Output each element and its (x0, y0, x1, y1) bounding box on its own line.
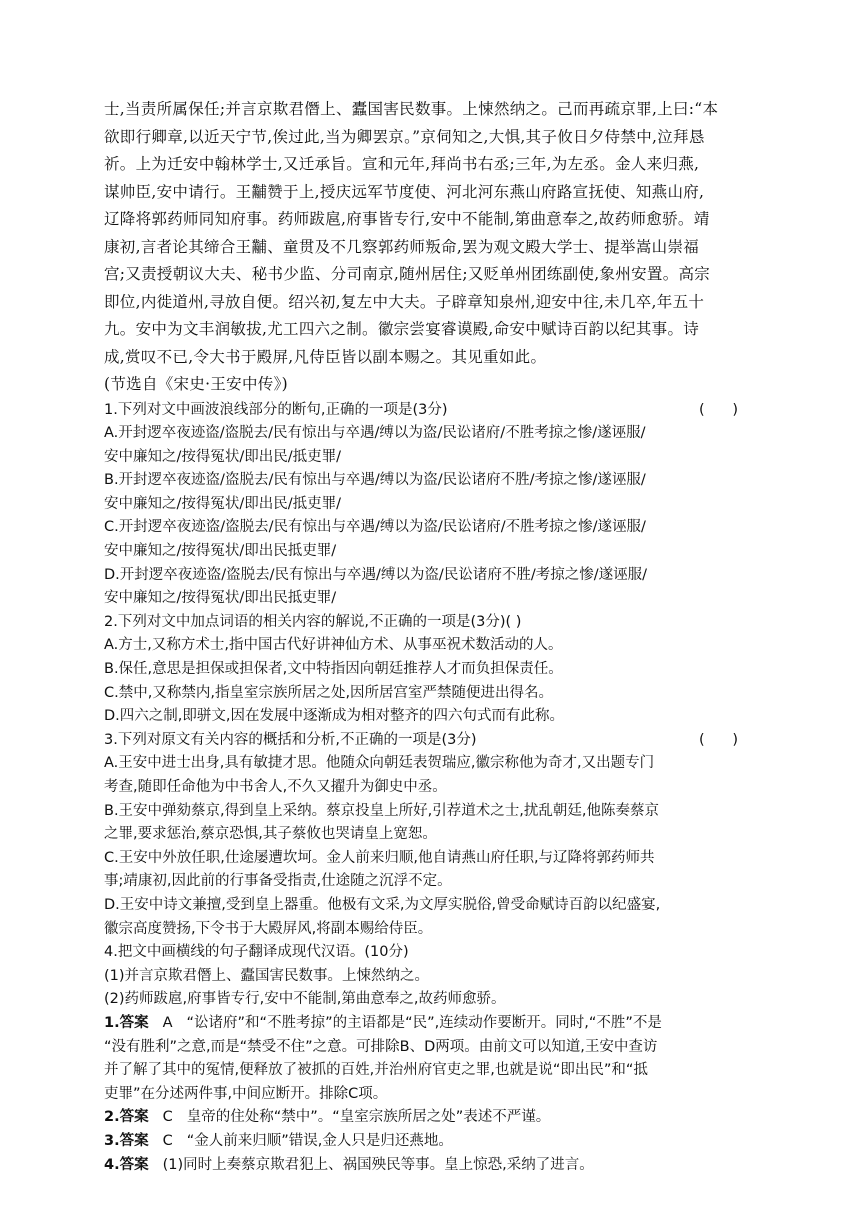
question-3-option-a-cont: 考查,随即任命他为中书舍人,不久又擢升为御史中丞。 (104, 779, 447, 795)
question-1-option-d-cont: 安中廉知之/按得冤状/即出民抵吏罪/ (104, 590, 337, 607)
question-2-stem: 2.下列对文中加点词语的相关内容的解说,不正确的一项是(3分)( ) (104, 613, 522, 630)
answer-2: 2.答案 C 皇帝的住处称“禁中”。“皇室宗族所居之处”表述不严谨。 (104, 1109, 551, 1126)
question-2-option-a: A.方士,又称方术士,指中国古代好讲神仙方术、从事巫祝术数活动的人。 (104, 637, 563, 654)
passage-line: 康初,言者论其缔合王黼、童贯及不几察郭药师叛命,罢为观文殿大学士、提举嵩山崇福 (104, 237, 700, 256)
question-3-stem: 3.下列对原文有关内容的概括和分析,不正确的一项是(3分) ( ) (104, 731, 738, 748)
question-3-option-c: C.王安中外放任职,仕途屡遭坎坷。金人前来归顺,他自请燕山府任职,与辽降将郭药师共 (104, 849, 655, 866)
passage-line: 成,赏叹不已,令大书于殿屏,凡侍臣皆以副本赐之。其见重如此。 (104, 347, 547, 366)
answer-1-line: 吏罪”在分述两件事,中间应断开。排除C项。 (104, 1085, 388, 1102)
question-4-item-1: (1)并言京欺君僭上、蠹国害民数事。上悚然纳之。 (104, 967, 430, 984)
question-1-option-b: B.开封逻卒夜迹盗/盗脱去/民有惊出与卒遇/缚以为盗/民讼诸府不胜/考掠之惨/遂诬服/ (104, 472, 646, 489)
question-3-option-d-cont: 徽宗高度赞扬,下令书于大殿屏风,将副本赐给侍臣。 (104, 920, 433, 937)
passage-line: 辽降将郭药师同知府事。药师跋扈,府事皆专行,安中不能制,第曲意奉之,故药师愈骄。靖 (104, 210, 710, 228)
passage-line: 士,当责所属保任;并言京欺君僭上、蠹国害民数事。上悚然纳之。己而再疏京罪,上曰:“本 (104, 100, 719, 118)
passage-line: 欲即行卿章,以近天宁节,俟过此,当为卿罢京。”京伺知之,大惧,其子攸日夕侍禁中,泣拜恳 (104, 127, 705, 146)
answer-1-line: “没有胜利”之意,而是“禁受不住”之意。可排除B、D两项。由前文可以知道,王安中查访 (104, 1038, 658, 1055)
passage-line: 祈。上为迁安中翰林学士,又迁承旨。宣和元年,拜尚书右丞;三年,为左丞。金人来归燕, (104, 155, 700, 173)
question-3-option-d: D.王安中诗文兼擅,受到皇上器重。他极有文采,为文厚实脱俗,曾受命赋诗百韵以纪盛宴, (104, 896, 661, 913)
passage-source: (节选自《宋史·王安中传》) (104, 375, 288, 393)
questions (104, 399, 738, 1012)
question-2-option-c: C.禁中,又称禁内,指皇室宗族所居之处,因所居宫室严禁随便进出得名。 (104, 684, 554, 701)
question-1-option-a: A.开封逻卒夜迹盗/盗脱去/民有惊出与卒遇/缚以为盗/民讼诸府/不胜考掠之惨/遂诬服/ (104, 425, 646, 442)
passage-line: 谋帅臣,安中请行。王黼赞于上,授庆远军节度使、河北河东燕山府路宣抚使、知燕山府, (104, 182, 705, 201)
question-3-option-b: B.王安中弹劾蔡京,得到皇上采纳。蔡京投皇上所好,引荐道术之士,扰乱朝廷,他陈奏蔡京 (104, 802, 659, 819)
question-2-option-b: B.保任,意思是担保或担保者,文中特指因向朝廷推荐人才而负担保责任。 (104, 661, 563, 678)
passage-line: 宫;又责授朝议大夫、秘书少监、分司南京,随州居住;又贬单州团练副使,象州安置。高宗 (104, 265, 711, 283)
question-1-option-d: D.开封逻卒夜迹盗/盗脱去/民有惊出与卒遇/缚以为盗/民讼诸府不胜/考掠之惨/遂诬服/ (104, 566, 647, 583)
question-3-option-c-cont: 事;靖康初,因此前的行事备受指责,仕途随之沉浮不定。 (104, 873, 452, 890)
question-1-option-a-cont: 安中廉知之/按得冤状/即出民/抵吏罪/ (104, 448, 342, 465)
answer-1-line: 并了解了其中的冤情,便释放了被抓的百姓,并治州府官吏之罪,也就是说“即出民”和“抵 (104, 1062, 648, 1079)
question-1-option-c: C.开封逻卒夜迹盗/盗脱去/民有惊出与卒遇/缚以为盗/民讼诸府/不胜考掠之惨/遂诬服/ (104, 519, 646, 536)
answer-1: 1.答案 A “讼诸府”和“不胜考掠”的主语都是“民”,连续动作要断开。同时,“不胜”不是 (104, 1014, 662, 1031)
passage-line: 九。安中为文丰润敏拔,尤工四六之制。徽宗尝宴睿谟殿,命安中赋诗百韵以纪其事。诗 (104, 320, 700, 338)
question-1-stem: 1.下列对文中画波浪线部分的断句,正确的一项是(3分) ( ) (104, 401, 738, 418)
answer-3: 3.答案 C “金人前来归顺”错误,金人只是归还燕地。 (104, 1132, 453, 1149)
answers (104, 1012, 738, 1177)
question-3-option-a: A.王安中进士出身,具有敏捷才思。他随众向朝廷表贺瑞应,徽宗称他为奇才,又出题专门 (104, 755, 655, 772)
question-1-option-b-cont: 安中廉知之/按得冤状/即出民/抵吏罪/ (104, 495, 342, 512)
passage (104, 96, 738, 399)
passage-line: 即位,内徙道州,寻放自便。绍兴初,复左中大夫。子辟章知泉州,迎安中往,未几卒,年五十 (104, 292, 705, 311)
question-4-stem: 4.把文中画横线的句子翻译成现代汉语。(10分) (104, 944, 409, 961)
document-page (104, 96, 738, 1177)
question-4-item-2: (2)药师跋扈,府事皆专行,安中不能制,第曲意奉之,故药师愈骄。 (104, 991, 506, 1008)
question-1-option-c-cont: 安中廉知之/按得冤状/即出民抵吏罪/ (104, 543, 337, 560)
question-3-option-b-cont: 之罪,要求惩治,蔡京恐惧,其子蔡攸也哭请皇上宽恕。 (104, 826, 437, 843)
answer-4: 4.答案 (1)同时上奏蔡京欺君犯上、祸国殃民等事。皇上惊恐,采纳了进言。 (104, 1156, 594, 1173)
question-2-option-d: D.四六之制,即骈文,因在发展中逐渐成为相对整齐的四六句式而有此称。 (104, 708, 564, 725)
